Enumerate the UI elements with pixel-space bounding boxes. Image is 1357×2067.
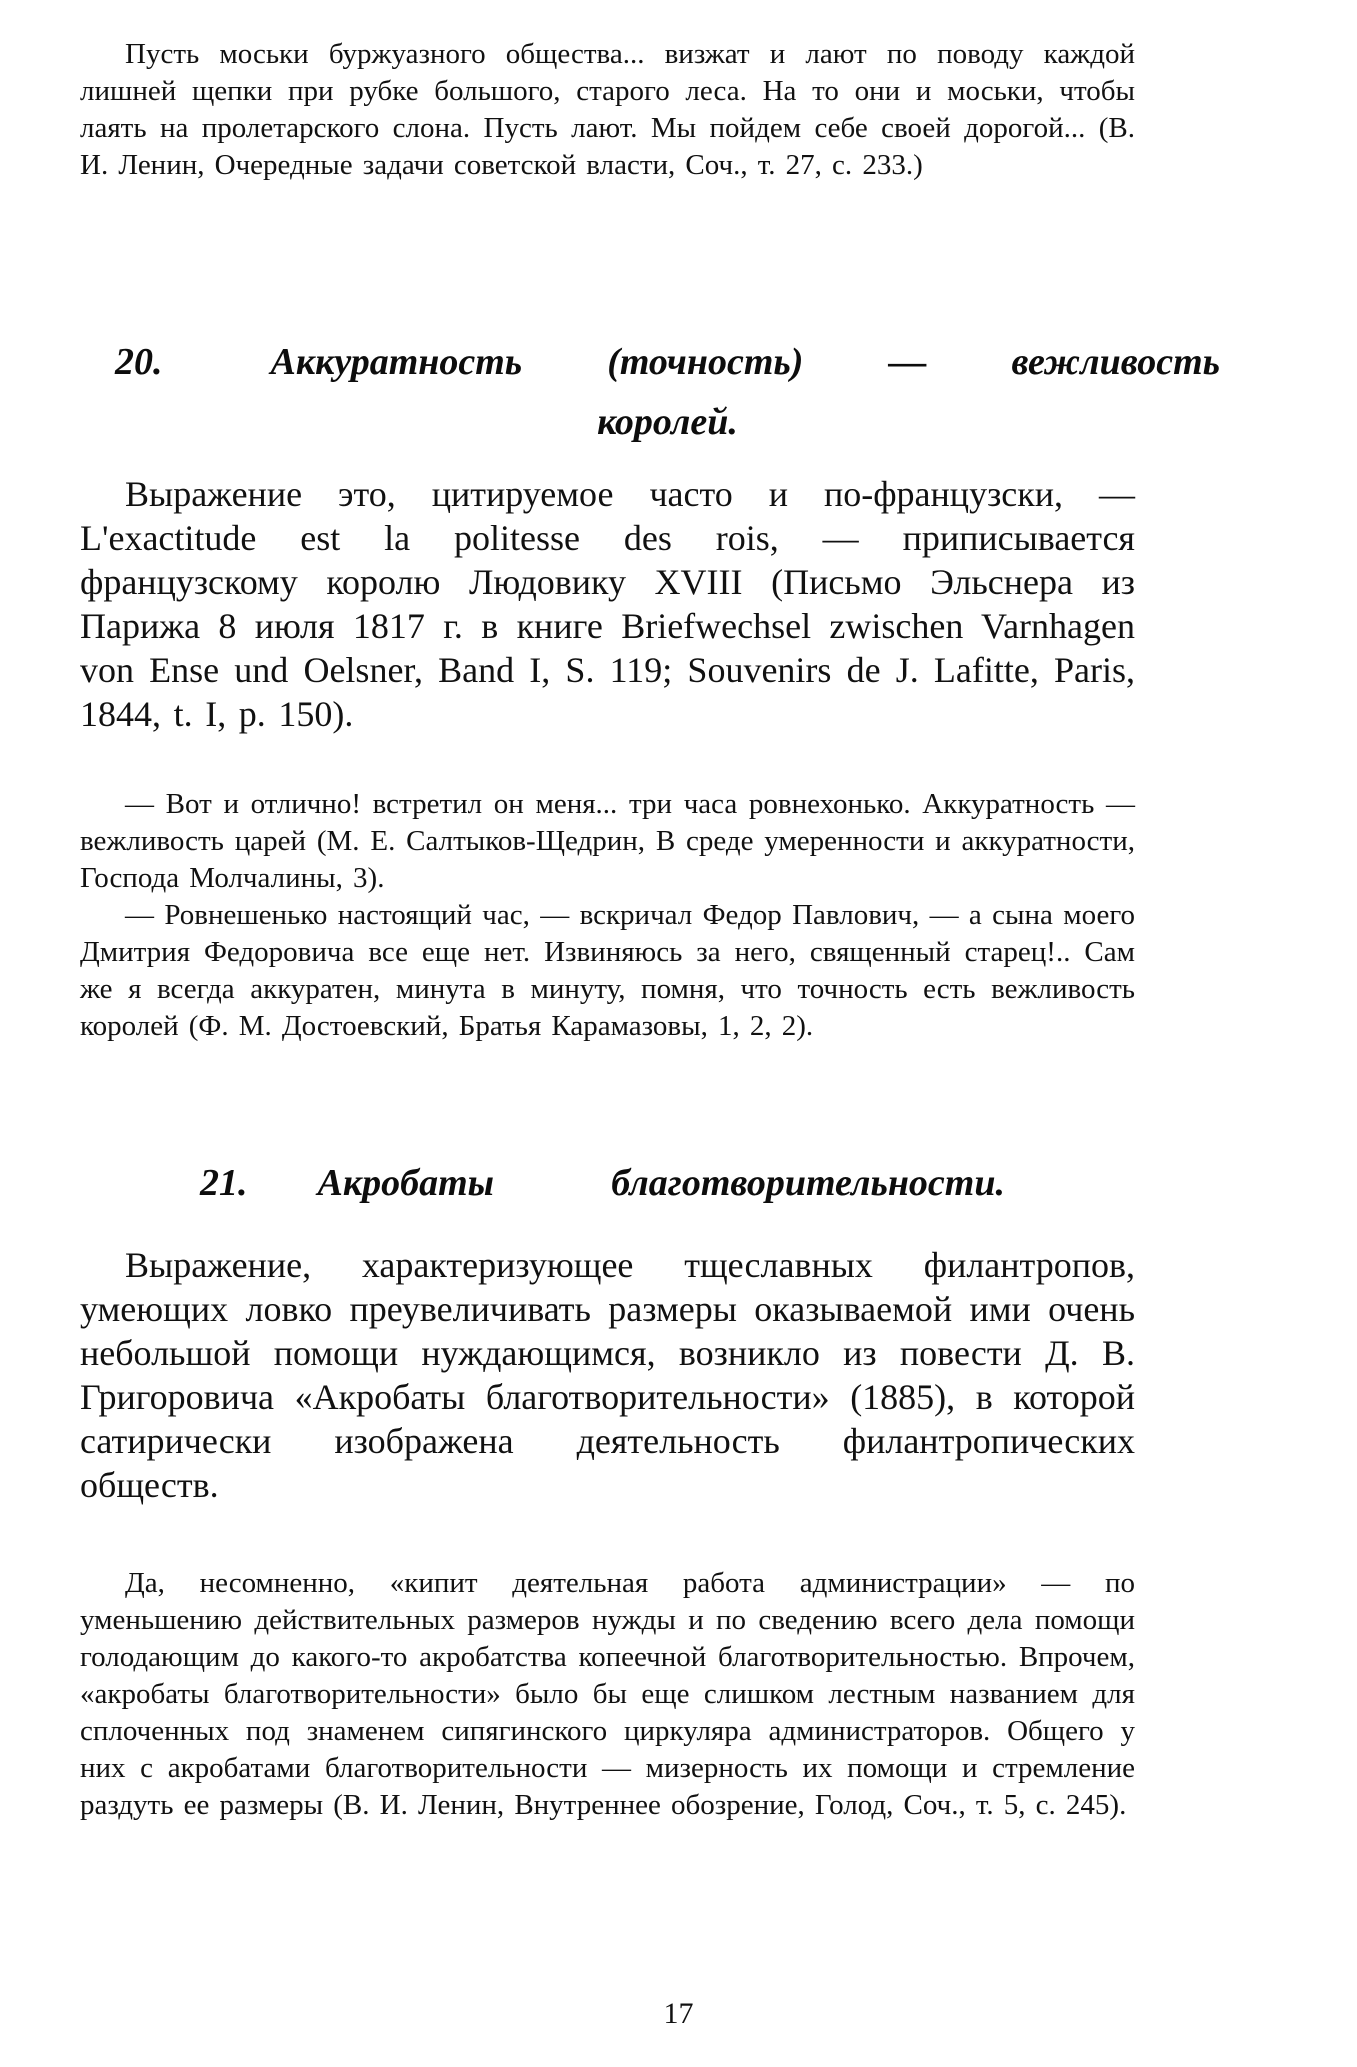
entry-21 <box>80 1153 1220 1824</box>
entry-20-heading <box>115 332 1220 452</box>
entry-20-title-line1: Аккуратность (точность) — вежливость <box>270 341 1220 383</box>
entry-20 <box>80 332 1220 1045</box>
entry-21-number: 21. <box>200 1162 248 1204</box>
entry-20-body-paragraph: Выражение это, цитируемое часто и по-французски, — L'exactitude est la politesse des rois, — приписывается французскому королю Людовику XVIII (Письмо Эльснера из Парижа 8 июля 1817 г. в книге Briefwechsel zwischen Varnhagen von Ense und Oelsner, Band I, S. 119; Souvenirs de J. Lafitte, Paris, 1844, t. I, p. 150). <box>80 474 1135 734</box>
entry-20-quote-dostoevsky: — Ровнешенько настоящий час, — вскричал Федор Павлович, — а сына моего Дмитрия Федоровича все еще нет. Извиняюсь за него, священный старец!.. Сам же я всегда аккуратен, минута в минуту, помня, что точность есть вежливость королей (Ф. М. Достоевский, Братья Карамазовы, 1, 2, 2). <box>80 899 1135 1042</box>
entry-21-body-paragraph: Выражение, характеризующее тщеславных филантропов, умеющих ловко преувеличивать размеры оказываемой ими очень небольшой помощи нуждающимся, возникло из повести Д. В. Григоровича «Акробаты благотворительности» (1885), в которой сатирически изображена деятельность филантропических обществ. <box>80 1245 1135 1505</box>
entry-21-title-line1: Акробаты благотворительности. <box>317 1162 1005 1204</box>
page-number: 17 <box>663 1997 694 2030</box>
entry-20-number: 20. <box>115 341 163 383</box>
entry-21-heading-line1 <box>200 1153 1005 1213</box>
entry-20-quote-saltykov: — Вот и отлично! встретил он меня... три часа ровнехонько. Аккуратность — вежливость царей (М. Е. Салтыков-Щедрин, В среде умеренности и аккуратности, Господа Молчалины, 3). <box>80 788 1135 894</box>
entry-20-title-line2: королей. <box>597 401 738 443</box>
epigraph-quote-paragraph: Пусть моськи буржуазного общества... визжат и лают по поводу каждой лишней щепки при рубке большого, старого леса. На то они и моськи, чтобы лаять на пролетарского слона. Пусть лают. Мы пойдем себе своей дорогой... (В. И. Ленин, Очередные задачи советской власти, Соч., т. 27, с. 233.) <box>80 38 1135 181</box>
entry-21-quote-lenin: Да, несомненно, «кипит деятельная работа администрации» — по уменьшению действительных размеров нужды и по сведению всего дела помощи голодающим до какого-то акробатства копеечной благотворительностью. Впрочем, «акробаты благотворительности» было бы еще слишком лестным названием для сплоченных под знаменем сипягинского циркуляра администраторов. Общего у них с акробатами благотворительности — мизерность их помощи и стремление раздуть ее размеры (В. И. Ленин, Внутреннее обозрение, Голод, Соч., т. 5, с. 245). <box>80 1567 1135 1821</box>
entry-20-heading-line1 <box>115 332 1220 392</box>
entry-21-heading <box>200 1153 1005 1213</box>
